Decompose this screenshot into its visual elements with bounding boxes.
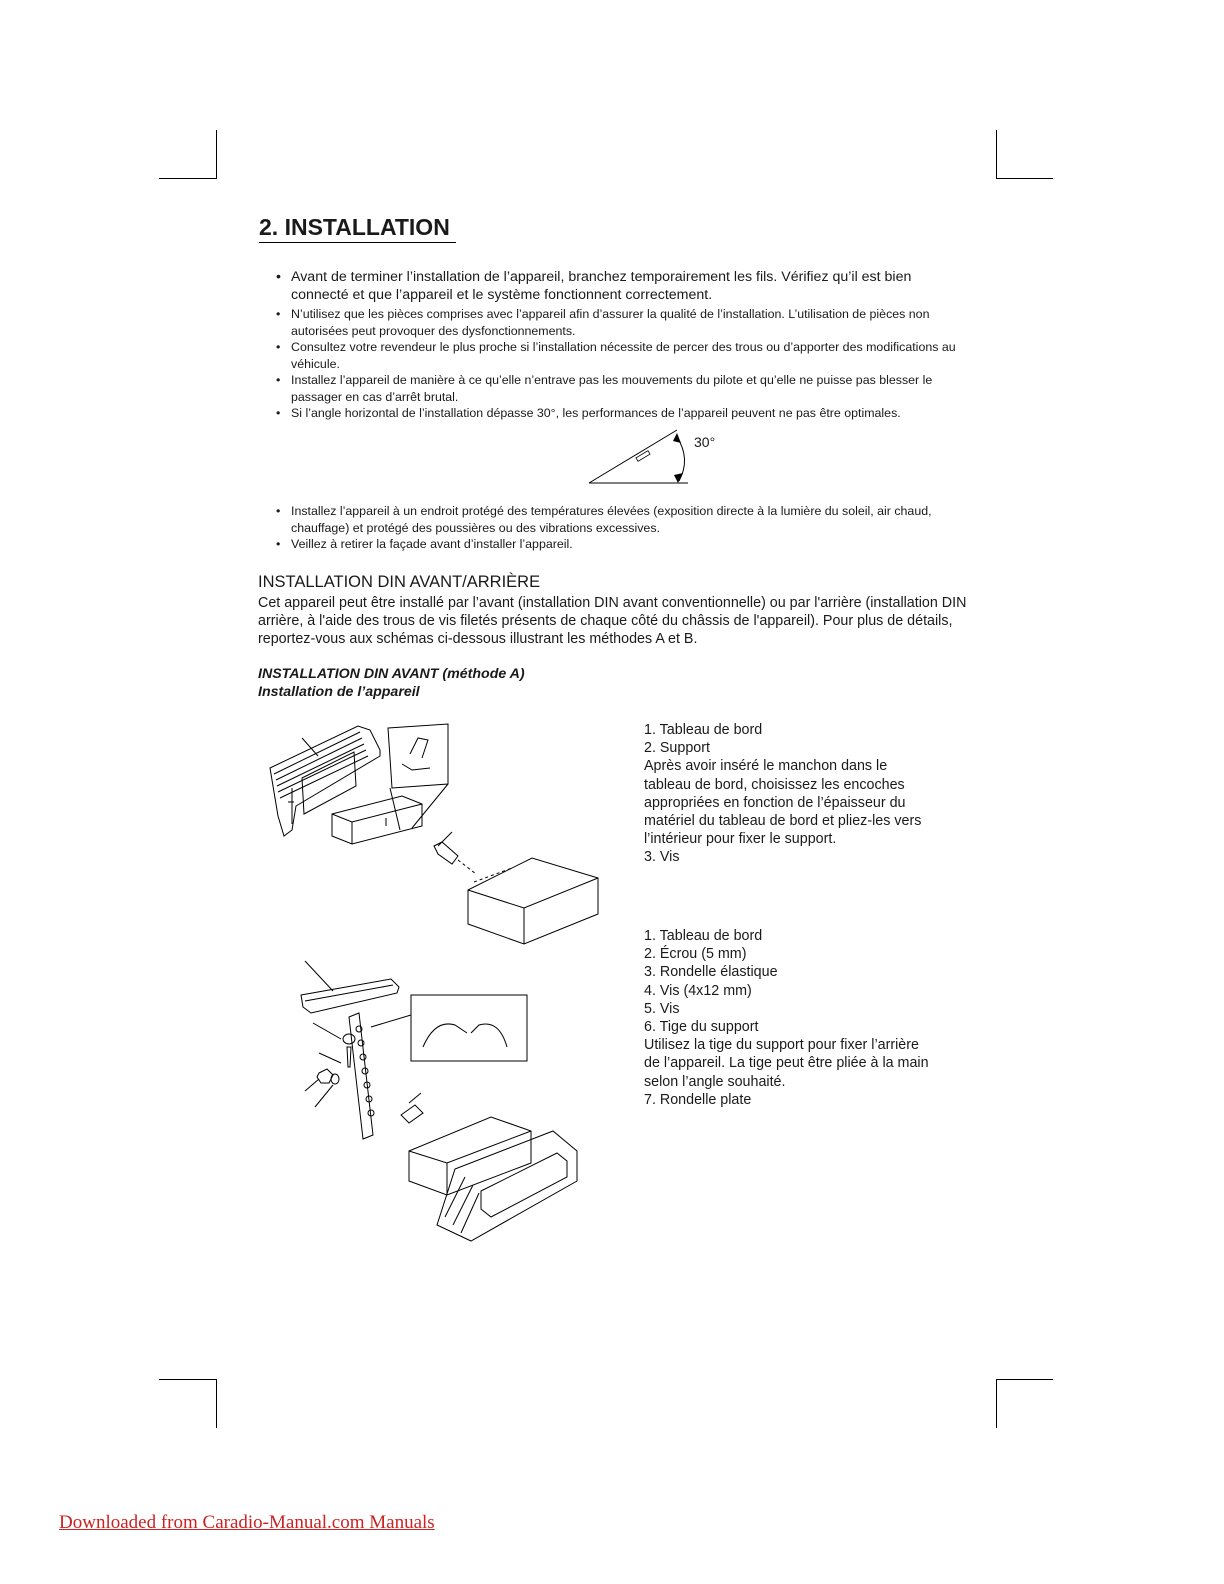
angle-label: 30°	[694, 434, 716, 450]
steps-list-a	[644, 721, 974, 867]
step-line: de l’appareil. La tige peut être pliée à la main	[644, 1055, 929, 1072]
step-line: 3. Rondelle élastique	[644, 964, 778, 981]
step-line: 1. Tableau de bord	[644, 722, 763, 738]
angle-diagram	[585, 425, 695, 487]
step-line: 5. Vis	[644, 1000, 680, 1017]
bullet-item: • Consultez votre revendeur le plus proche si l’installation nécessite de percer des trous ou d’apporter des modifications au véhicule.	[276, 339, 966, 372]
crop-mark-bottom-left-v	[216, 1379, 217, 1428]
crop-mark-bottom-left-h	[159, 1379, 217, 1380]
bullet-list-top	[276, 268, 966, 304]
crop-mark-top-right-v	[996, 130, 997, 178]
bullet-item: • Veillez à retirer la façade avant d’installer l’appareil.	[276, 536, 976, 553]
step-line: 6. Tige du support	[644, 1019, 759, 1036]
step-line: l’intérieur pour fixer le support.	[644, 831, 837, 848]
bullet-item: • Installez l’appareil à un endroit protégé des températures élevées (exposition directe à la lumière du soleil, air chaud, chauffage) et protégé des poussières ou des vibrations excessives.	[276, 503, 976, 536]
din-section-heading: INSTALLATION DIN AVANT/ARRIÈRE	[258, 573, 541, 591]
bullet-list-bottom	[276, 503, 976, 553]
step-line: 3. Vis	[644, 849, 680, 866]
bullet-list-mid	[276, 306, 966, 422]
step-line: appropriées en fonction de l’épaisseur du	[644, 794, 906, 811]
installation-diagram-b	[295, 955, 585, 1247]
crop-mark-bottom-right-v	[996, 1379, 997, 1428]
step-line: Utilisez la tige du support pour fixer l’arrière	[644, 1037, 919, 1054]
step-line: 2. Écrou (5 mm)	[644, 946, 747, 963]
page-title: 2. INSTALLATION	[259, 212, 456, 243]
installation-diagram-a	[262, 718, 602, 953]
method-a-heading: INSTALLATION DIN AVANT (méthode A)	[258, 666, 525, 682]
step-line: selon l’angle souhaité.	[644, 1073, 786, 1090]
step-line: 7. Rondelle plate	[644, 1091, 752, 1108]
crop-mark-top-left-v	[216, 130, 217, 178]
step-line: 1. Tableau de bord	[644, 928, 763, 944]
bullet-item: • Si l’angle horizontal de l’installation dépasse 30°, les performances de l’appareil peuvent ne pas être optimales.	[276, 405, 931, 422]
step-line: 4. Vis (4x12 mm)	[644, 982, 752, 999]
bullet-item: • Installez l’appareil de manière à ce qu’elle n’entrave pas les mouvements du pilote et qu’elle ne puisse pas blesser le passager en cas d’arrêt brutal.	[276, 372, 966, 405]
crop-mark-top-left-h	[159, 178, 217, 179]
footer-download-link[interactable]: Downloaded from Caradio-Manual.com Manuals	[59, 1512, 435, 1533]
crop-mark-top-right-h	[996, 178, 1053, 179]
method-a-subheading: Installation de l’appareil	[258, 684, 420, 700]
step-line: tableau de bord, choisissez les encoches	[644, 776, 905, 793]
step-line: Après avoir inséré le manchon dans le	[644, 758, 888, 775]
din-section-paragraph: Cet appareil peut être installé par l’avant (installation DIN avant conventionnelle) ou par l'arrière (installation DIN arrière, à l'aide des trous de vis filetés présents de chaque côté du châssis de l'appareil). Pour plus de détails, reportez-vous aux schémas ci-dessous illustrant les méthodes A et B.	[258, 595, 967, 648]
bullet-item: • Avant de terminer l’installation de l’appareil, branchez temporairement les fils. Vérifiez qu’il est bien connecté et que l’appareil et le système fonctionnent correctement.	[276, 268, 966, 304]
bullet-item: • N’utilisez que les pièces comprises avec l’appareil afin d’assurer la qualité de l’installation. L’utilisation de pièces non autorisées peut provoquer des dysfonctionnements.	[276, 306, 966, 339]
steps-list-b	[644, 927, 974, 1109]
crop-mark-bottom-right-h	[996, 1379, 1053, 1380]
step-line: 2. Support	[644, 740, 710, 757]
step-line: matériel du tableau de bord et pliez-les vers	[644, 813, 922, 830]
